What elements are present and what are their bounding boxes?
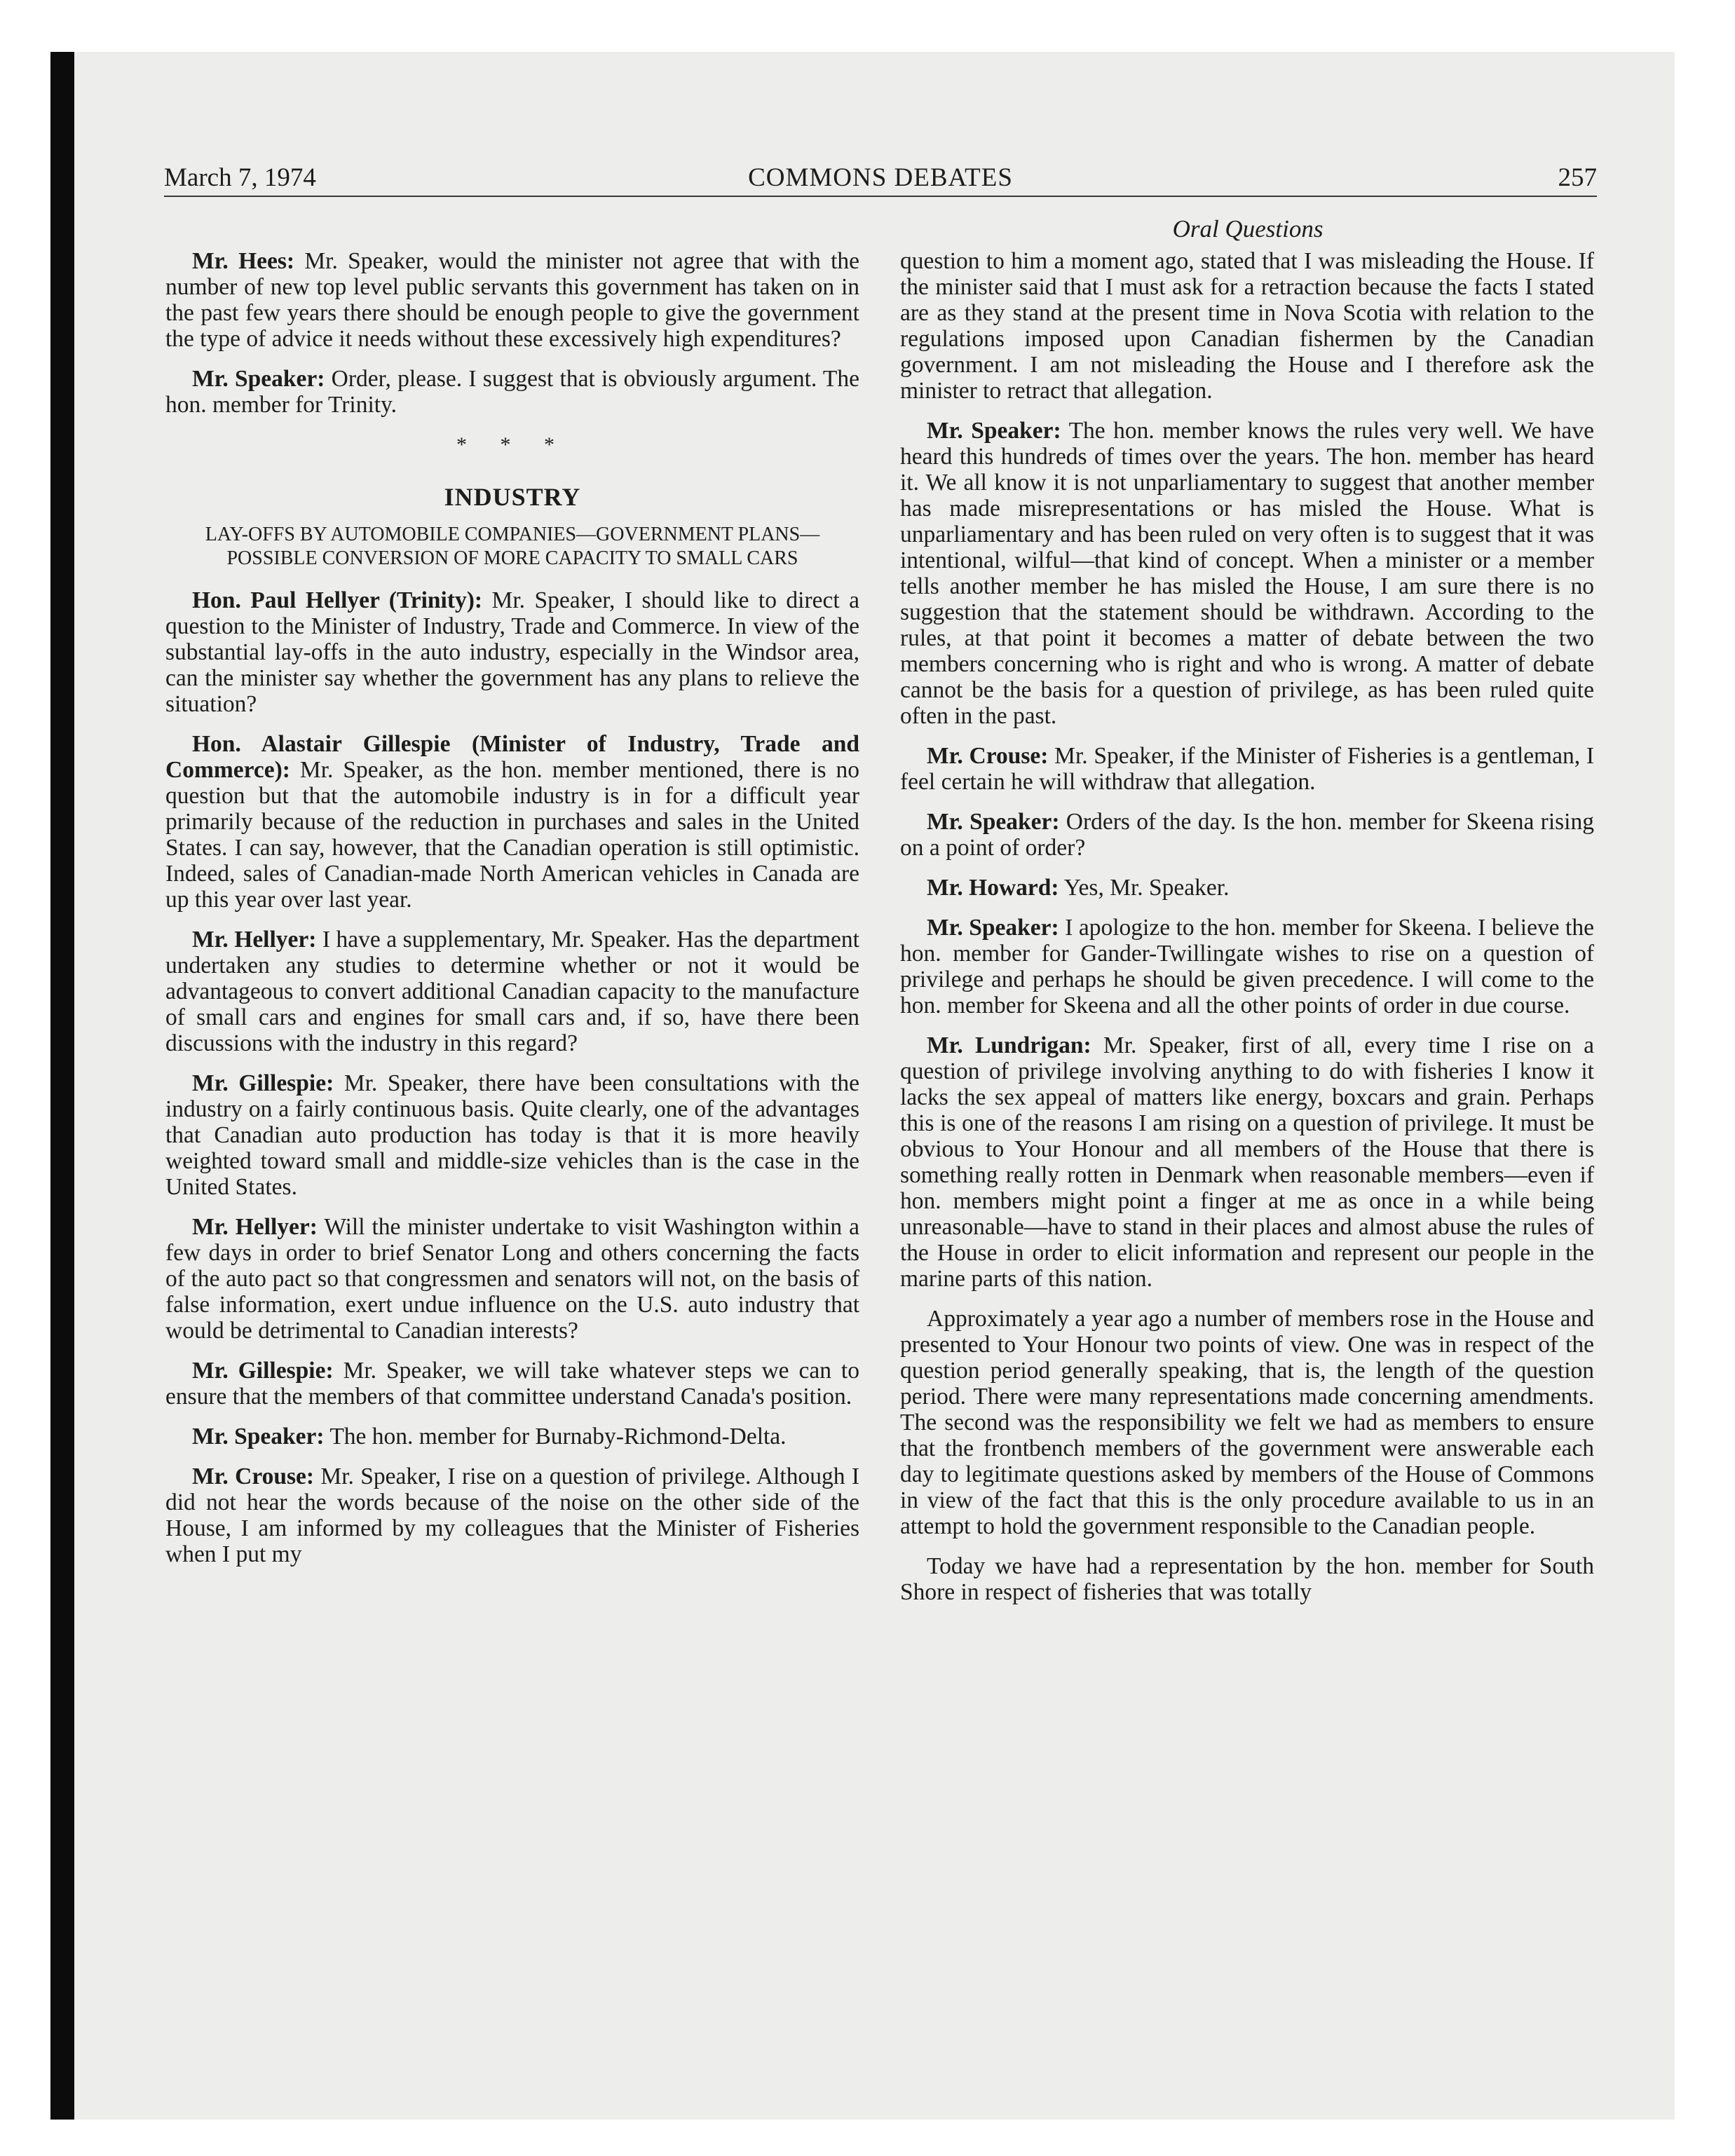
- paragraph: [165, 731, 859, 913]
- paragraph: [165, 1424, 859, 1449]
- paragraph: [900, 418, 1594, 729]
- speaker-name: Hon. Alastair Gillespie (Minister of Industry, Trade and Commerce):: [165, 731, 859, 783]
- speaker-name: Mr. Howard:: [927, 875, 1059, 901]
- paragraph-text: Orders of the day. Is the hon. member for Skeena rising on a point of order?: [900, 809, 1594, 861]
- paragraph-text: I apologize to the hon. member for Skeena. I believe the hon. member for Gander-Twillingate wishes to rise on a question of privilege and perhaps he should be given precedence. I will come to the hon. member for Skeena and all the other points of order in due course.: [900, 915, 1594, 1018]
- paragraph: [165, 366, 859, 418]
- paragraph-text: Today we have had a representation by the hon. member for South Shore in respect of fisheries that was totally: [900, 1553, 1594, 1605]
- speaker-name: Hon. Paul Hellyer (Trinity):: [192, 587, 483, 613]
- paragraph-text: Mr. Speaker, I should like to direct a question to the Minister of Industry, Trade and Commerce. In view of the substantial lay-offs in the auto industry, especially in the Windsor area, can the minister say whether the government has any plans to relieve the situation?: [165, 587, 859, 717]
- paragraph: [165, 1358, 859, 1410]
- paragraph-text: Yes, Mr. Speaker.: [1059, 875, 1230, 901]
- speaker-name: Mr. Crouse:: [927, 743, 1049, 769]
- paragraph: [165, 1214, 859, 1344]
- speaker-name: Mr. Speaker:: [192, 1424, 325, 1449]
- paragraph-text: Order, please. I suggest that is obviously argument. The hon. member for Trinity.: [165, 366, 859, 418]
- paragraph: [165, 587, 859, 717]
- paragraph-text: Mr. Speaker, first of all, every time I rise on a question of privilege involving anything to do with fisheries I know it lacks the sex appeal of matters like energy, boxcars and grain. Perhaps this is one of the reasons I am rising on a question of privilege. It must be obvious to Your Honour and all members of the House that there is something really rotten in Denmark when reasonable members—even if hon. members might point a finger at me as once in a while being unreasonable—have to stand in their places and almost abuse the rules of the House in order to elicit information and represent our people in the marine parts of this nation.: [900, 1032, 1594, 1292]
- speaker-name: Mr. Speaker:: [927, 915, 1059, 941]
- speaker-name: Mr. Lundrigan:: [927, 1032, 1091, 1058]
- paragraph-text: Mr. Speaker, there have been consultations with the industry on a fairly continuous basis. Quite clearly, one of the advantages that Canadian auto production has today is that it is more heavily weighted toward small and middle-size vehicles than is the case in the United States.: [165, 1070, 859, 1200]
- paragraph: [165, 1070, 859, 1200]
- paragraph-text: The hon. member knows the rules very well. We have heard this hundreds of times over the years. The hon. member has heard it. We all know it is not unparliamentary to suggest that another member has made misrepresentations or has misled the House. What is unparliamentary and has been ruled on very often is to suggest that it was intentional, wilful—that kind of concept. When a minister or a member tells another member he has misled the House, I am sure there is no suggestion that the statement should be withdrawn. According to the rules, at that point it becomes a matter of debate between the two members concerning who is right and who is wrong. A matter of debate cannot be the basis for a question of privilege, as has been ruled quite often in the past.: [900, 418, 1594, 729]
- header-date: March 7, 1974: [164, 163, 316, 192]
- paragraph: [900, 809, 1594, 861]
- running-head: Oral Questions: [1172, 215, 1324, 243]
- paragraph: [900, 1032, 1594, 1292]
- left-column: [165, 248, 859, 1581]
- paragraph: [900, 1306, 1594, 1539]
- speaker-name: Mr. Hellyer:: [192, 1214, 318, 1240]
- speaker-name: Mr. Hellyer:: [192, 927, 317, 953]
- speaker-name: Mr. Gillespie:: [192, 1358, 334, 1384]
- speaker-name: Mr. Speaker:: [192, 366, 325, 392]
- paragraph-text: Mr. Speaker, as the hon. member mentioned, there is no question but that the automobile industry is in for a difficult year primarily because of the reduction in purchases and sales in the United States. I can say, however, that the Canadian operation is still optimistic. Indeed, sales of Canadian-made North American vehicles in Canada are up this year over last year.: [165, 757, 859, 913]
- paragraph-text: Mr. Speaker, we will take whatever steps we can to ensure that the members of that committee understand Canada's position.: [165, 1358, 859, 1410]
- paragraph-text: Mr. Speaker, would the minister not agree that with the number of new top level public servants this government has taken on in the past few years there should be enough people to give the government the type of advice it needs without these excessively high expenditures?: [165, 248, 859, 352]
- paragraph: [900, 875, 1594, 901]
- page-header: [164, 161, 1597, 195]
- paragraph-text: Will the minister undertake to visit Washington within a few days in order to brief Senator Long and others concerning the facts of the auto pact so that congressmen and senators will not, on the basis of false information, exert undue influence on the U.S. auto industry that would be detrimental to Canadian interests?: [165, 1214, 859, 1344]
- speaker-name: Mr. Crouse:: [192, 1464, 315, 1489]
- speaker-name: Mr. Gillespie:: [192, 1070, 334, 1096]
- speaker-name: Mr. Speaker:: [927, 418, 1061, 444]
- speaker-name: Mr. Hees:: [192, 248, 295, 274]
- paragraph: [900, 915, 1594, 1018]
- paragraph-text: Mr. Speaker, I rise on a question of privilege. Although I did not hear the words because of the noise on the other side of the House, I am informed by my colleagues that the Minister of Fisheries when I put my: [165, 1464, 859, 1567]
- paragraph: [900, 248, 1594, 404]
- paragraph-text: Approximately a year ago a number of members rose in the House and presented to Your Honour two points of view. One was in respect of the question period generally speaking, that is, the length of the question period. There were many representations made concerning amendments. The second was the responsibility we felt we had as members to ensure that the frontbench members of the government were answerable each day to legitimate questions asked by members of the House of Commons in view of the fact that this is the only procedure available to us in an attempt to hold the government responsible to the Canadian people.: [900, 1306, 1594, 1539]
- paragraph: [165, 927, 859, 1056]
- paragraph-text: Mr. Speaker, if the Minister of Fisheries is a gentleman, I feel certain he will withdraw that allegation.: [900, 743, 1595, 795]
- paragraph: [165, 248, 859, 352]
- right-column: [900, 248, 1594, 1619]
- paragraph: [900, 743, 1594, 795]
- speaker-name: Mr. Speaker:: [927, 809, 1060, 835]
- section-subheading: LAY-OFFS BY AUTOMOBILE COMPANIES—GOVERNMENT PLANS—POSSIBLE CONVERSION OF MORE CAPACITY TO SMALL CARS: [205, 524, 820, 569]
- scan-edge-bar: [50, 52, 74, 2120]
- section-divider: * * *: [456, 433, 569, 456]
- section-title: INDUSTRY: [444, 483, 581, 511]
- header-rule: [164, 196, 1597, 197]
- page-number: 257: [1558, 163, 1597, 192]
- paragraph: [165, 1464, 859, 1567]
- paragraph: [900, 1553, 1594, 1605]
- header-title: COMMONS DEBATES: [748, 163, 1013, 192]
- paragraph-text: The hon. member for Burnaby-Richmond-Delta.: [324, 1424, 787, 1449]
- paragraph-text: I have a supplementary, Mr. Speaker. Has the department undertaken any studies to determine whether or not it would be advantageous to convert additional Canadian capacity to the manufacture of small cars and engines for small cars and, if so, have there been discussions with the industry in this regard?: [165, 927, 859, 1056]
- paragraph-text: question to him a moment ago, stated that I was misleading the House. If the minister said that I must ask for a retraction because the facts I stated are as they stand at the present time in Nova Scotia with relation to the regulations imposed upon Canadian fishermen by the Canadian government. I am not misleading the House and I therefore ask the minister to retract that allegation.: [900, 248, 1594, 404]
